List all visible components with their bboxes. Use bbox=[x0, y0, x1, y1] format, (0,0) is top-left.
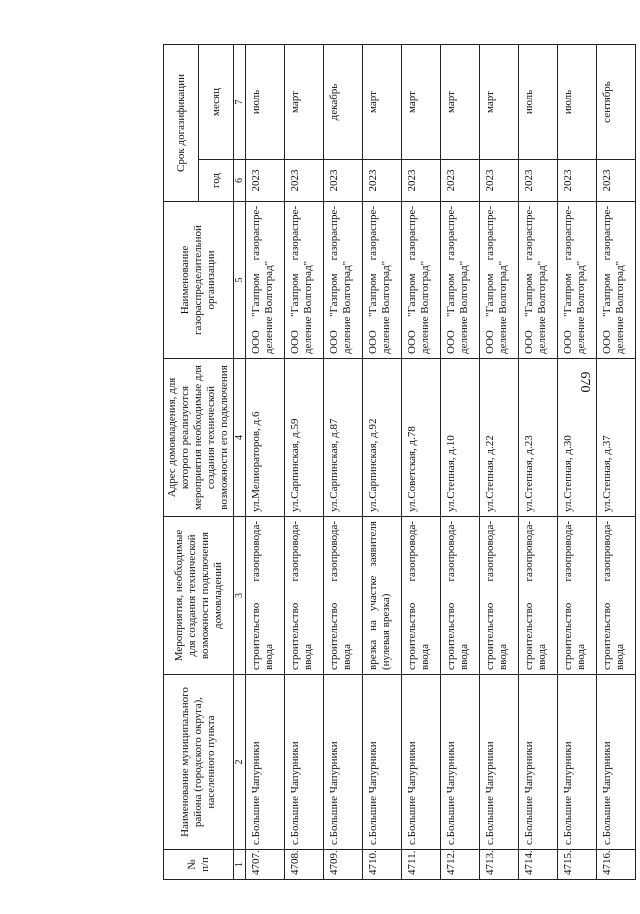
measure-line-1: строительство газопровода- bbox=[445, 521, 457, 670]
row-number: 4716. bbox=[597, 850, 636, 880]
table-row bbox=[558, 44, 597, 879]
org-cell bbox=[402, 202, 441, 359]
year-cell: 2023 bbox=[597, 160, 636, 202]
settlement-cell: с.Большие Чапурники bbox=[324, 675, 363, 850]
column-number: 5 bbox=[234, 202, 246, 359]
org-line-1: ООО "Газпром газораспре- bbox=[406, 206, 418, 354]
measure-line-1: строительство газопровода- bbox=[523, 521, 535, 670]
org-line-2: деление Волгоград" bbox=[497, 260, 509, 354]
table-row bbox=[285, 44, 324, 879]
settlement-cell: с.Большие Чапурники bbox=[363, 675, 402, 850]
measure-cell bbox=[324, 517, 363, 675]
org-line-1: ООО "Газпром газораспре- bbox=[562, 206, 574, 354]
measure-line-2: ввода bbox=[497, 644, 509, 670]
org-line-1: ООО "Газпром газораспре- bbox=[328, 206, 340, 354]
org-line-2: деление Волгоград" bbox=[302, 260, 314, 354]
measure-line-1: строительство газопровода- bbox=[484, 521, 496, 670]
month-cell: март bbox=[402, 44, 441, 159]
measure-cell bbox=[363, 517, 402, 675]
measure-line-2: ввода bbox=[614, 644, 626, 670]
measure-line-2: (нулевая врезка) bbox=[380, 593, 392, 670]
org-line-1: ООО "Газпром газораспре- bbox=[250, 206, 262, 354]
org-line-1: ООО "Газпром газораспре- bbox=[601, 206, 613, 354]
row-number: 4709. bbox=[324, 850, 363, 880]
measure-line-1: строительство газопровода- bbox=[406, 521, 418, 670]
table-body bbox=[246, 44, 636, 879]
header-measures: Мероприятия, необходимые для создания технической возможности подключения домовладений bbox=[164, 517, 234, 675]
column-number: 2 bbox=[234, 675, 246, 850]
settlement-cell: с.Большие Чапурники bbox=[519, 675, 558, 850]
gasification-table bbox=[163, 44, 636, 880]
measure-cell bbox=[402, 517, 441, 675]
row-number: 4715. bbox=[558, 850, 597, 880]
org-cell bbox=[597, 202, 636, 359]
org-line-2: деление Волгоград" bbox=[614, 260, 626, 354]
measure-line-2: ввода bbox=[536, 644, 548, 670]
header-month: месяц bbox=[199, 44, 234, 159]
table-row bbox=[441, 44, 480, 879]
month-cell: март bbox=[480, 44, 519, 159]
header-org: Наименование газораспределительной организации bbox=[164, 202, 234, 359]
address-cell: ул.Мелиораторов, д.6 bbox=[246, 359, 285, 517]
month-cell: июль bbox=[246, 44, 285, 159]
address-cell: ул.Степная, д.22 bbox=[480, 359, 519, 517]
table-row bbox=[324, 44, 363, 879]
org-line-1: ООО "Газпром газораспре- bbox=[289, 206, 301, 354]
measure-line-1: строительство газопровода- bbox=[562, 521, 574, 670]
measure-cell bbox=[558, 517, 597, 675]
address-cell: ул.Сарпинская, д.59 bbox=[285, 359, 324, 517]
month-cell: июль bbox=[558, 44, 597, 159]
org-line-1: ООО "Газпром газораспре- bbox=[523, 206, 535, 354]
org-line-1: ООО "Газпром газораспре- bbox=[367, 206, 379, 354]
row-number: 4713. bbox=[480, 850, 519, 880]
org-cell bbox=[519, 202, 558, 359]
year-cell: 2023 bbox=[480, 160, 519, 202]
org-cell bbox=[246, 202, 285, 359]
org-cell bbox=[363, 202, 402, 359]
org-line-2: деление Волгоград" bbox=[536, 260, 548, 354]
month-cell: июль bbox=[519, 44, 558, 159]
measure-line-2: ввода bbox=[458, 644, 470, 670]
org-cell bbox=[480, 202, 519, 359]
settlement-cell: с.Большие Чапурники bbox=[597, 675, 636, 850]
row-number: 4707. bbox=[246, 850, 285, 880]
month-cell: март bbox=[441, 44, 480, 159]
header-term: Срок догазификации bbox=[164, 44, 199, 201]
year-cell: 2023 bbox=[285, 160, 324, 202]
org-cell bbox=[441, 202, 480, 359]
measure-cell bbox=[480, 517, 519, 675]
year-cell: 2023 bbox=[519, 160, 558, 202]
table-row bbox=[363, 44, 402, 879]
address-cell: ул.Степная, д.37 bbox=[597, 359, 636, 517]
settlement-cell: с.Большие Чапурники bbox=[480, 675, 519, 850]
settlement-cell: с.Большие Чапурники bbox=[441, 675, 480, 850]
measure-line-2: ввода bbox=[302, 644, 314, 670]
column-number: 1 bbox=[234, 850, 246, 880]
row-number: 4712. bbox=[441, 850, 480, 880]
column-number: 4 bbox=[234, 359, 246, 517]
org-cell bbox=[324, 202, 363, 359]
measure-cell bbox=[246, 517, 285, 675]
measure-cell bbox=[441, 517, 480, 675]
measure-line-1: строительство газопровода- bbox=[328, 521, 340, 670]
org-line-1: ООО "Газпром газораспре- bbox=[445, 206, 457, 354]
org-line-2: деление Волгоград" bbox=[341, 260, 353, 354]
measure-cell bbox=[519, 517, 558, 675]
month-cell: сентябрь bbox=[597, 44, 636, 159]
org-line-2: деление Волгоград" bbox=[263, 260, 275, 354]
year-cell: 2023 bbox=[363, 160, 402, 202]
measure-line-2: ввода bbox=[341, 644, 353, 670]
org-cell bbox=[285, 202, 324, 359]
measure-line-2: ввода bbox=[419, 644, 431, 670]
header-address: Адрес домовладения, для которого реализуются мероприятия необходимые для создания технической возможности его подключения bbox=[164, 359, 234, 517]
measure-cell bbox=[285, 517, 324, 675]
table-row bbox=[402, 44, 441, 879]
column-number: 3 bbox=[234, 517, 246, 675]
measure-line-1: строительство газопровода- bbox=[250, 521, 262, 670]
measure-line-2: ввода bbox=[263, 644, 275, 670]
year-cell: 2023 bbox=[441, 160, 480, 202]
measure-line-1: строительство газопровода- bbox=[289, 521, 301, 670]
address-cell: ул.Степная, д.23 bbox=[519, 359, 558, 517]
year-cell: 2023 bbox=[558, 160, 597, 202]
month-cell: март bbox=[285, 44, 324, 159]
column-number: 7 bbox=[234, 44, 246, 159]
org-line-2: деление Волгоград" bbox=[575, 260, 587, 354]
year-cell: 2023 bbox=[324, 160, 363, 202]
year-cell: 2023 bbox=[246, 160, 285, 202]
measure-line-2: ввода bbox=[575, 644, 587, 670]
measure-line-1: врезка на участке заявителя bbox=[367, 521, 379, 670]
page-number: 670 bbox=[577, 371, 592, 393]
address-cell: ул.Сарпинская, д.92 bbox=[363, 359, 402, 517]
address-cell: ул.Сарпинская, д.87 bbox=[324, 359, 363, 517]
column-number-row bbox=[234, 44, 246, 879]
org-cell bbox=[558, 202, 597, 359]
row-number: 4714. bbox=[519, 850, 558, 880]
settlement-cell: с.Большие Чапурники bbox=[246, 675, 285, 850]
row-number: 4710. bbox=[363, 850, 402, 880]
month-cell: март bbox=[363, 44, 402, 159]
address-cell: ул.Советская, д.78 bbox=[402, 359, 441, 517]
org-line-2: деление Волгоград" bbox=[380, 260, 392, 354]
table-row bbox=[519, 44, 558, 879]
year-cell: 2023 bbox=[402, 160, 441, 202]
org-line-2: деление Волгоград" bbox=[419, 260, 431, 354]
month-cell: декабрь bbox=[324, 44, 363, 159]
measure-line-1: строительство газопровода- bbox=[601, 521, 613, 670]
table-row bbox=[246, 44, 285, 879]
table-row bbox=[480, 44, 519, 879]
settlement-cell: с.Большие Чапурники bbox=[558, 675, 597, 850]
row-number: 4708. bbox=[285, 850, 324, 880]
measure-cell bbox=[597, 517, 636, 675]
org-line-2: деление Волгоград" bbox=[458, 260, 470, 354]
address-cell: ул.Степная, д.30 bbox=[558, 359, 597, 517]
address-cell: ул.Степная, д.10 bbox=[441, 359, 480, 517]
table-row bbox=[597, 44, 636, 879]
row-number: 4711. bbox=[402, 850, 441, 880]
header-year: год bbox=[199, 160, 234, 202]
org-line-1: ООО "Газпром газораспре- bbox=[484, 206, 496, 354]
column-number: 6 bbox=[234, 160, 246, 202]
settlement-cell: с.Большие Чапурники bbox=[285, 675, 324, 850]
settlement-cell: с.Большие Чапурники bbox=[402, 675, 441, 850]
header-num: № п/п bbox=[164, 850, 234, 880]
header-region: Наименование муниципального района (городского округа), населенного пункта bbox=[164, 675, 234, 850]
